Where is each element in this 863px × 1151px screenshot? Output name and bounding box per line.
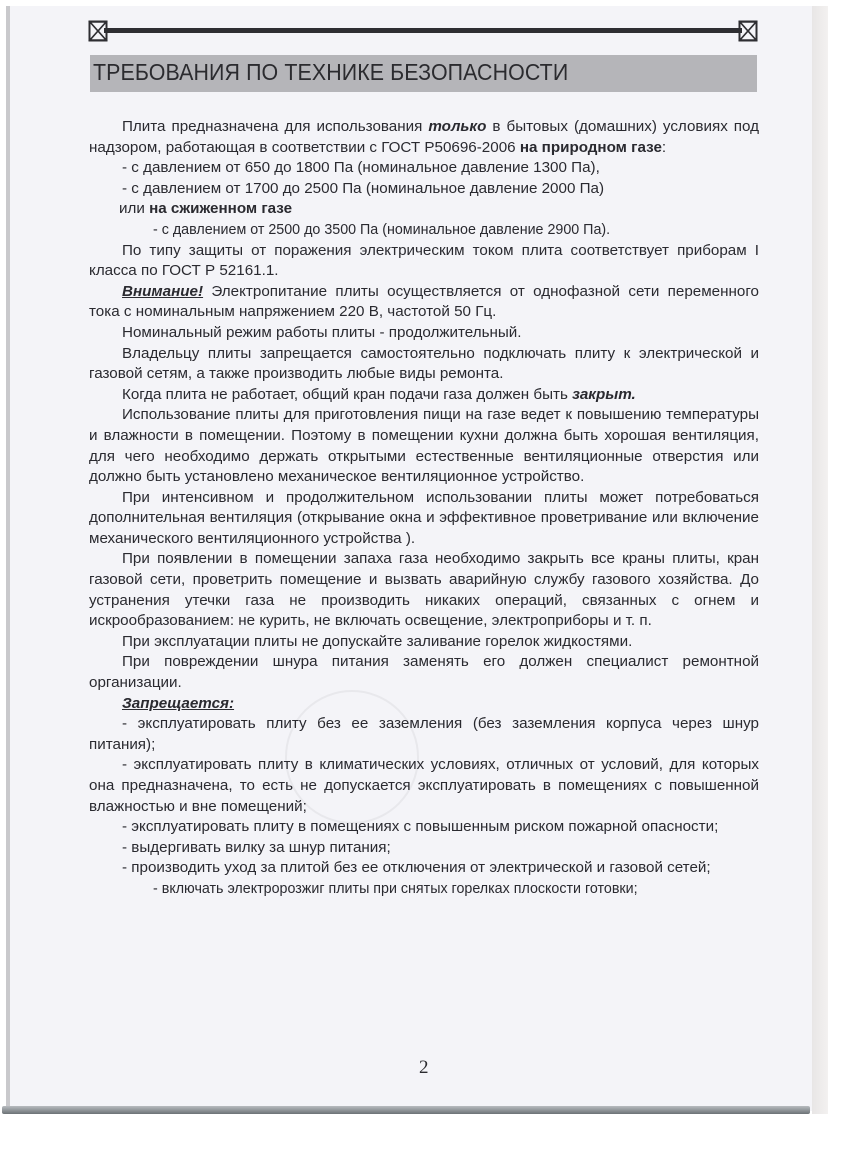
paragraph-liquids: При эксплуатации плиты не допускайте заливание горелок жидкостями.: [122, 632, 633, 650]
text-run: Плита предназначена для использования: [122, 118, 429, 135]
paragraph-power-cord: При повреждении шнура питания заменять его должен специалист ремонтной организации.: [89, 653, 759, 692]
text-run: Электропитание плиты осуществляется от однофазной сети переменного тока с номинальным напряжением 220 В, частотой 50 Гц.: [89, 282, 759, 321]
paragraph-gas-valve: [89, 385, 759, 406]
page-right-edge-shadow: [812, 6, 828, 1114]
text-run: или: [119, 200, 150, 218]
paragraph-operating-mode: Номинальный режим работы плиты - продолжительный.: [122, 323, 522, 341]
paragraph-additional-ventilation: При интенсивном и продолжительном использовании плиты может потребоваться дополнительная вентиляция (открывание окна и эффективное проветривание или включение механического вентиляционного устройства ).: [89, 488, 759, 547]
text-run: - с давлением от 2500 до 3500 Па (номинальное давление 2900 Па).: [153, 220, 611, 238]
emphasis-only: только: [428, 118, 487, 135]
page-bottom-edge: [2, 1106, 810, 1114]
paragraph-ventilation: Использование плиты для приготовления пищи на газе ведет к повышению температуры и влажности в помещении. Поэтому в помещении кухни должна быть хорошая вентиляция, для чего необходимо держать открытыми естественные вентиляционные отверстия или должно быть установлено механическое вентиляционное устройство.: [89, 406, 759, 486]
pressure-item-3: [89, 220, 759, 241]
text-run: :: [661, 138, 667, 156]
paragraph-gas-smell: При появлении в помещении запаха газа необходимо закрыть все краны плиты, кран газовой сети, проветрить помещение и вызвать аварийную службу газового хозяйства. До устранения утечки газа не производить никаких операций, связанных с огнем и искрообразованием: не курить, не включать освещение, электроприборы и т. п.: [89, 550, 759, 630]
prohibited-item: [89, 879, 759, 900]
paragraph-lpg: [89, 199, 759, 220]
prohibited-heading: Запрещается:: [122, 694, 235, 712]
prohibited-label: [89, 694, 759, 715]
page-number: 2: [419, 1057, 429, 1078]
decorative-top-rule: [88, 20, 758, 42]
ornament-right-icon: [738, 20, 758, 42]
paragraph-owner-prohibition: Владельцу плиты запрещается самостоятельно подключать плиту к электрической и газовой сетям, а также производить любые виды ремонта.: [89, 344, 759, 383]
ornament-left-icon: [88, 20, 108, 42]
prohibited-item: - эксплуатировать плиту в помещениях с повышенным риском пожарной опасности;: [122, 818, 719, 836]
section-heading-band: [90, 55, 757, 92]
prohibited-item: - производить уход за плитой без ее отключения от электрической и газовой сетей;: [122, 859, 711, 877]
emphasis-natural-gas: на природном газе: [519, 138, 662, 156]
pressure-item-1: - с давлением от 650 до 1800 Па (номинальное давление 1300 Па),: [122, 159, 600, 177]
text-run: - включать электророзжиг плиты при снятых горелках плоскости готовки;: [153, 879, 638, 897]
prohibited-item: - эксплуатировать плиту без ее заземления (без заземления корпуса через шнур питания);: [89, 715, 759, 753]
rule-bar: [104, 28, 742, 33]
text-run: в бытовых (домашних) условиях под надзором, работающая в соответствии с ГОСТ Р50696-2006: [89, 118, 759, 156]
prohibited-item: - выдергивать вилку за шнур питания;: [122, 838, 391, 856]
attention-label: Внимание!: [122, 282, 204, 300]
text-run: Когда плита не работает, общий кран подачи газа должен быть: [122, 385, 573, 403]
paragraph-intended-use: [89, 117, 759, 158]
document-body: [89, 117, 759, 900]
prohibited-item: - эксплуатировать плиту в климатических условиях, отличных от условий, для которых она предназначена, то есть не допускается эксплуатировать в помещениях с повышенной влажностью и вне помещений;: [89, 756, 759, 815]
section-heading: ТРЕБОВАНИЯ ПО ТЕХНИКЕ БЕЗОПАСНОСТИ: [93, 59, 569, 85]
paragraph-protection-class: По типу защиты от поражения электрическим током плита соответствует приборам I класса по ГОСТ Р 52161.1.: [89, 241, 759, 280]
pressure-item-2: - с давлением от 1700 до 2500 Па (номинальное давление 2000 Па): [122, 179, 605, 197]
paragraph-attention-power: [89, 282, 759, 323]
emphasis-closed: закрыт.: [572, 385, 636, 403]
emphasis-lpg: на сжиженном газе: [149, 200, 293, 218]
